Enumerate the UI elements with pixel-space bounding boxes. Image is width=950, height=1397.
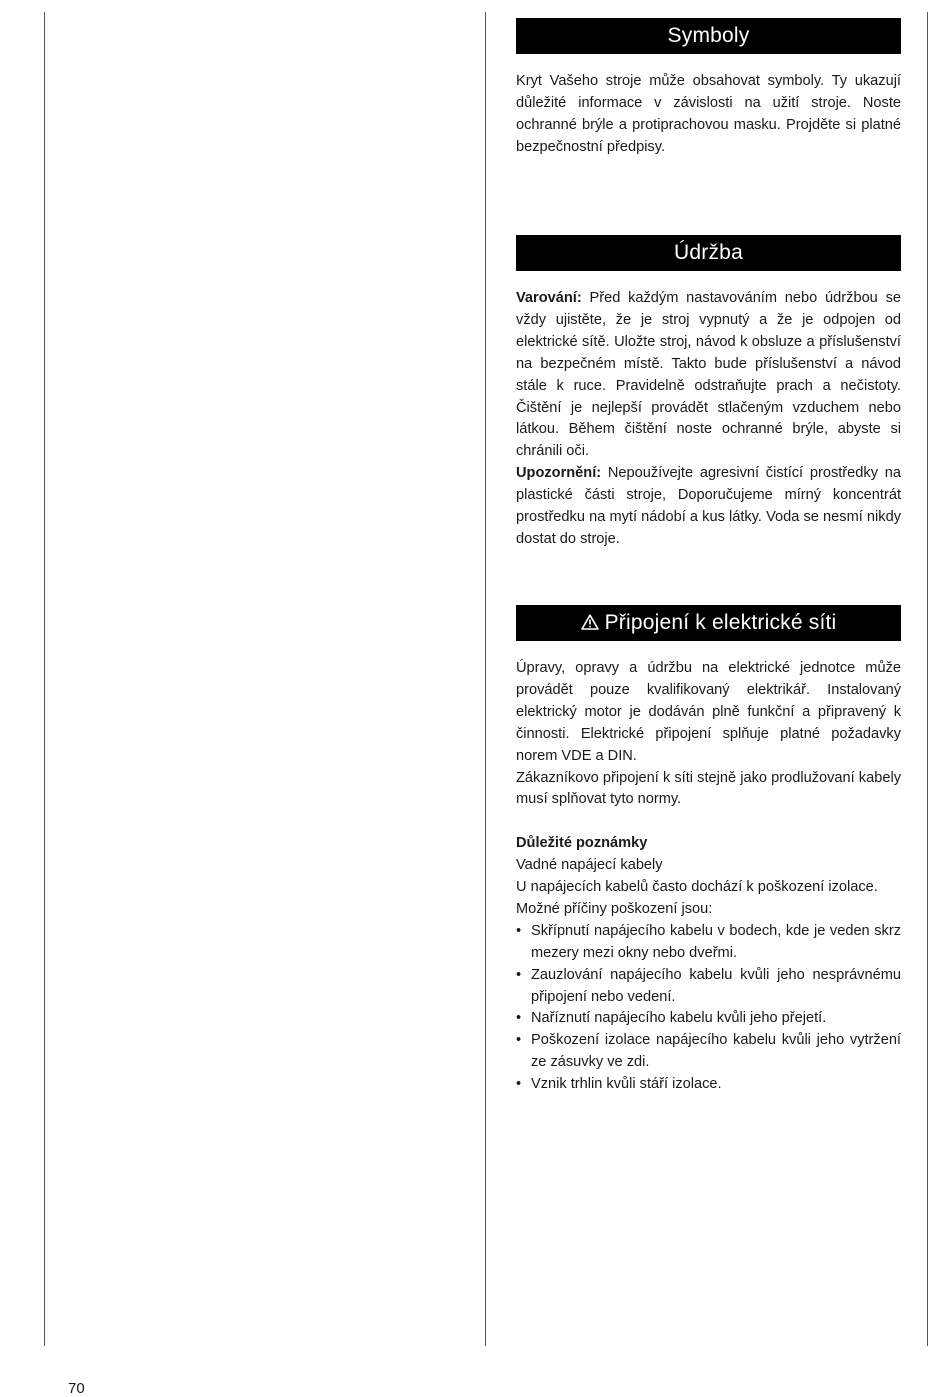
electrical-section: [516, 605, 901, 1096]
warning-text: Před každým nastavováním nebo údržbou se vždy ujistěte, že je stroj vypnutý a že je odpojen od elektrické sítě. Uložte stroj, návod k obsluze a příslušenství na bezpečném místě. Takto bude příslušenství a návod stále k ruce. Pravidelně odstraňujte prach a nečistoty. Čištění je nejlepší provádět stlačeným vzduchem nebo látkou. Během čištění noste ochranné brýle, abyste si chránili oči.: [516, 290, 901, 460]
symbols-text: Kryt Vašeho stroje může obsahovat symboly. Ty ukazují důležité informace v závislosti na užití stroje. Noste ochranné brýle a protiprachovou masku. Projděte si platné bezpečnostní předpisy.: [516, 73, 901, 155]
list-item: [516, 1008, 901, 1030]
maintenance-heading: Údržba: [516, 235, 901, 271]
warning-label: Varování:: [516, 290, 582, 306]
list-item-text: Vznik trhlin kvůli stáří izolace.: [531, 1076, 722, 1093]
bullet-icon: •: [516, 1032, 522, 1049]
list-item: [516, 1030, 901, 1074]
bullet-icon: •: [516, 1010, 522, 1027]
left-margin-line: [44, 12, 45, 1346]
symbols-heading: Symboly: [516, 18, 901, 54]
bullet-icon: •: [516, 922, 522, 939]
electrical-customer: Zákazníkovo připojení k síti stejně jako prodlužovaní kabely musí splňovat tyto normy.: [516, 769, 901, 808]
electrical-intro: Úpravy, opravy a údržbu na elektrické jednotce může provádět pouze kvalifikovaný elektrikář. Instalovaný elektrický motor je dodáván plně funkční a připravený k činnosti. Elektrické připojení splňuje platné požadavky norem VDE a DIN.: [516, 660, 901, 764]
right-margin-line: [927, 12, 928, 1346]
column-divider-line: [485, 12, 486, 1346]
notes-subtitle: Vadné napájecí kabely: [516, 857, 663, 874]
list-item-text: Skřípnutí napájecího kabelu v bodech, kde je veden skrz mezery mezi okny nebo dveřmi.: [531, 922, 901, 961]
electrical-heading: [516, 605, 901, 641]
causes-intro: Možné příčiny poškození jsou:: [516, 900, 713, 917]
causes-list: [516, 921, 901, 1096]
maintenance-notice-paragraph: [516, 463, 901, 551]
list-item-text: Zauzlování napájecího kabelu kvůli jeho nesprávnému připojení nebo vedení.: [531, 966, 901, 1005]
list-item: [516, 921, 901, 965]
bullet-icon: •: [516, 966, 522, 983]
list-item: [516, 1074, 901, 1096]
page-number: 70: [68, 1380, 85, 1397]
list-item-text: Poškození izolace napájecího kabelu kvůli jeho vytržení ze zásuvky ve zdi.: [531, 1032, 901, 1071]
notice-label: Upozornění:: [516, 465, 602, 482]
notes-title: Důležité poznámky: [516, 835, 648, 852]
electrical-heading-text: Připojení k elektrické síti: [604, 611, 837, 634]
list-item: [516, 965, 901, 1009]
notice-text: Nepoužívejte agresivní čistící prostředky na plastické části stroje, Doporučujeme mírný koncentrát prostředku na mytí nádobí a kus látky. Voda se nesmí nikdy dostat do stroje.: [516, 465, 901, 547]
symbols-section: [516, 18, 901, 159]
warning-triangle-icon: [581, 606, 599, 642]
list-item-text: Naříznutí napájecího kabelu kvůli jeho přejetí.: [531, 1010, 827, 1027]
notes-line: U napájecích kabelů často dochází k poškození izolace.: [516, 879, 878, 896]
maintenance-section: [516, 235, 901, 551]
bullet-icon: •: [516, 1076, 522, 1093]
maintenance-warning-paragraph: [516, 288, 901, 463]
